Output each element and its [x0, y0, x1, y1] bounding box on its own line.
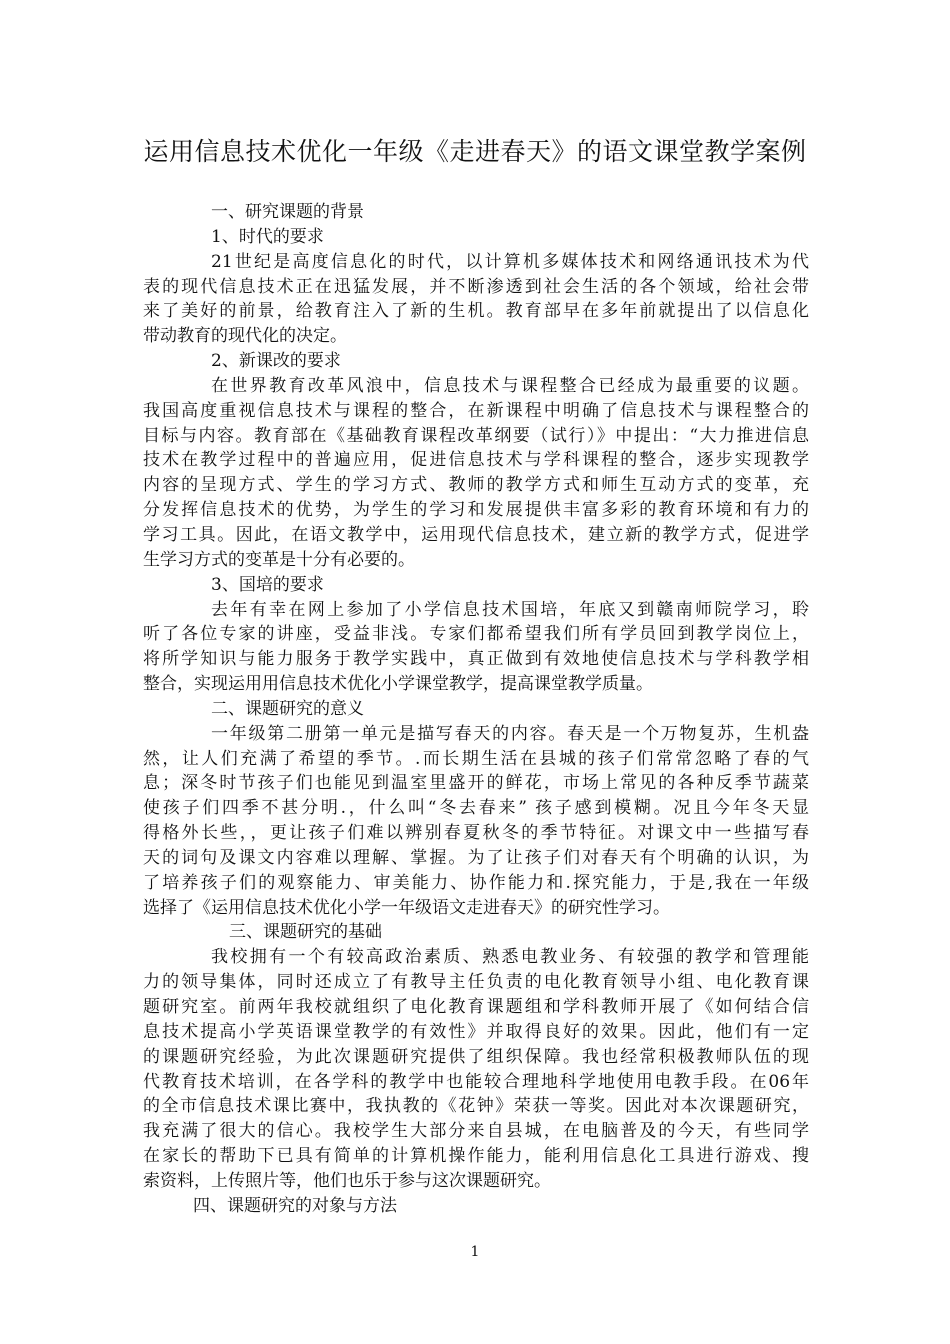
- text-line: 表的现代信息技术正在迅猛发展，并不断渗透到社会生活的各个领域，给社会带: [143, 276, 809, 297]
- text-line: 在世界教育改革风浪中，信息技术与课程整合已经成为最重要的议题。: [211, 375, 809, 396]
- text-line: 使孩子们四季不甚分明.，什么叫“冬去春来” 孩子感到模糊。况且今年冬天显: [143, 798, 809, 819]
- text-line: 息；深冬时节孩子们也能见到温室里盛开的鲜花，市场上常见的各种反季节蔬菜: [143, 773, 809, 794]
- document-body: [143, 200, 809, 1219]
- text-line: 听了各位专家的讲座，受益非浅。专家们都希望我们所有学员回到教学岗位上，: [143, 624, 809, 645]
- text-line: 四、课题研究的对象与方法: [193, 1195, 397, 1216]
- text-line: 一、研究课题的背景: [211, 202, 364, 222]
- text-line: 我国高度重视信息技术与课程的整合，在新课程中明确了信息技术与课程整合的: [143, 400, 809, 421]
- text-line: 力的领导集体，同时还成立了有教导主任负责的电化教育领导小组、电化教育课: [143, 972, 809, 993]
- text-line: 息技术提高小学英语课堂教学的有效性》并取得良好的效果。因此，他们有一定: [143, 1021, 809, 1042]
- page-title: 运用信息技术优化一年级《走进春天》的语文课堂教学案例: [143, 137, 807, 166]
- text-line: 的课题研究经验，为此次课题研究提供了组织保障。我也经常积极教师队伍的现: [143, 1046, 809, 1067]
- page-number: 1: [470, 1244, 480, 1260]
- text-line: 我校拥有一个有较高政治素质、熟悉电教业务、有较强的教学和管理能: [211, 947, 809, 968]
- text-line: 三、课题研究的基础: [229, 922, 382, 943]
- text-line: 将所学知识与能力服务于教学实践中，真正做到有效地使信息技术与学科教学相: [143, 649, 809, 670]
- text-line: 21世纪是高度信息化的时代，以计算机多媒体技术和网络通讯技术为代: [211, 251, 809, 272]
- text-line: 索资料，上传照片等，他们也乐于参与这次课题研究。: [143, 1170, 551, 1191]
- text-line: 题研究室。前两年我校就组织了电化教育课题组和学科教师开展了《如何结合信: [143, 997, 809, 1017]
- text-line: 内容的呈现方式、学生的学习方式、教师的教学方式和师生互动方式的变革，充: [143, 475, 809, 496]
- text-line: 1、时代的要求: [211, 226, 324, 247]
- text-line: 带动教育的现代化的决定。: [143, 326, 347, 347]
- text-line: 生学习方式的变革是十分有必要的。: [143, 549, 415, 570]
- text-line: 天的词句及课文内容难以理解、掌握。为了让孩子们对春天有个明确的认识，为: [143, 847, 809, 868]
- text-line: 2、新课改的要求: [211, 351, 341, 372]
- text-line: 去年有幸在网上参加了小学信息技术国培，年底又到赣南师院学习，聆: [211, 599, 809, 620]
- text-line: 得格外长些，，更让孩子们难以辨别春夏秋冬的季节特征。对课文中一些描写春: [143, 823, 809, 844]
- text-line: 3、国培的要求: [211, 574, 324, 595]
- text-line: 目标与内容。教育部在《基础教育课程改革纲要（试行）》中提出：“大力推进信息: [143, 425, 809, 446]
- text-line: 整合，实现运用用信息技术优化小学课堂教学，提高课堂教学质量。: [143, 674, 653, 695]
- text-line: 分发挥信息技术的优势，为学生的学习和发展提供丰富多彩的教育环境和有力的: [143, 500, 809, 521]
- text-line: 了培养孩子们的观察能力、审美能力、协作能力和.探究能力，于是,我在一年级: [143, 872, 809, 893]
- text-line: 一年级第二册第一单元是描写春天的内容。春天是一个万物复苏，生机盎: [211, 723, 809, 744]
- text-line: 我充满了很大的信心。我校学生大部分来自县城，在电脑普及的今天，有些同学: [143, 1121, 809, 1142]
- text-line: 技术在教学过程中的普遍应用，促进信息技术与学科课程的整合，逐步实现教学: [143, 450, 809, 471]
- text-line: 二、课题研究的意义: [211, 698, 364, 719]
- text-line: 代教育技术培训，在各学科的教学中也能较合理地科学地使用电教手段。在06年: [143, 1071, 809, 1092]
- text-line: 选择了《运用信息技术优化小学一年级语文走进春天》的研究性学习。: [143, 897, 670, 918]
- text-line: 来了美好的前景，给教育注入了新的生机。教育部早在多年前就提出了以信息化: [143, 301, 809, 322]
- text-line: 的全市信息技术课比赛中，我执教的《花钟》荣获一等奖。因此对本次课题研究，: [143, 1096, 809, 1117]
- text-line: 在家长的帮助下已具有简单的计算机操作能力，能利用信息化工具进行游戏、搜: [143, 1146, 809, 1167]
- text-line: 学习工具。因此，在语文教学中，运用现代信息技术，建立新的教学方式，促进学: [143, 524, 809, 545]
- text-line: 然，让人们充满了希望的季节。.而长期生活在县城的孩子们常常忽略了春的气: [143, 748, 809, 769]
